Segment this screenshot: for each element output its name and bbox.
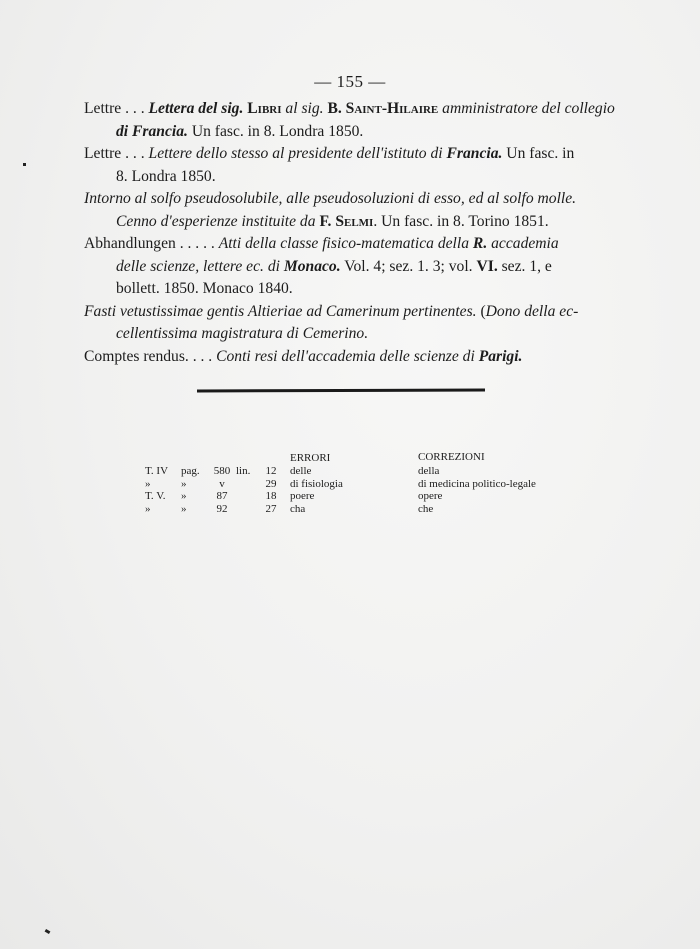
errata-correzione: della (418, 465, 440, 477)
entry-text: Conti resi dell'accademia delle scienze di (216, 347, 479, 365)
entry-text: Parigi. (478, 347, 523, 365)
errata-errore: di fisiologia (290, 477, 343, 490)
errata-pag: 87 (216, 490, 228, 502)
print-speck (23, 163, 26, 166)
entry-text: Monaco. (283, 257, 341, 275)
errata-correzione: di medicina politico-legale (418, 477, 536, 490)
errata-lin: 18 (265, 490, 277, 502)
bibliography-list (84, 98, 620, 368)
entry-text: B. (327, 100, 346, 117)
errata-pag: 580 (213, 465, 231, 477)
errata-lin: 12 (265, 465, 277, 477)
entry-text: bollett. 1850. Monaco 1840. (116, 280, 293, 297)
bibliography-entry (84, 346, 620, 369)
entry-text: Cenno d'esperienze instituite da (116, 212, 320, 230)
entry-line (84, 233, 620, 256)
errata-errore: delle (290, 465, 312, 477)
entry-line (84, 256, 620, 279)
entry-text: Libri (247, 100, 282, 117)
entry-text: Saint-Hilaire (345, 100, 439, 117)
errata-pag-label: » (181, 477, 187, 490)
entry-line (84, 98, 620, 121)
bibliography-entry (84, 188, 620, 233)
errata-pag-label: » (181, 490, 187, 502)
entry-text: Selmi (335, 212, 374, 230)
entry-line (84, 166, 620, 189)
errata-lin: 29 (265, 477, 277, 490)
entry-text: Comptes rendus. . . . (84, 347, 217, 365)
errata-correzione: che (418, 502, 434, 515)
errata-pag-label: » (181, 502, 187, 515)
entry-text: accademia (487, 235, 559, 252)
entry-line (84, 278, 620, 301)
entry-text: ( (476, 302, 486, 320)
bibliography-entry (84, 98, 620, 143)
errata-tomo: » (145, 477, 151, 490)
entry-text: Lettere dello stesso al presidente dell'istituto di (148, 145, 447, 162)
entry-line (84, 346, 620, 369)
entry-text: Intorno al solfo pseudosolubile, alle pseudosoluzioni di esso, ed al solfo molle. (84, 190, 577, 207)
section-divider-rule (197, 388, 485, 392)
entry-text: Dono della ec- (485, 302, 579, 320)
entry-text: Lettera del sig. (148, 100, 248, 117)
entry-line (84, 188, 620, 211)
entry-text: amministratore del collegio (438, 100, 615, 117)
entry-text: R. (472, 235, 488, 252)
errata-header-errors: ERRORI (290, 452, 331, 464)
entry-text: Lettre . . . (84, 145, 149, 162)
errata-tomo: » (145, 502, 151, 515)
print-speck (45, 929, 51, 934)
entry-text: Fasti vetustissimae gentis Altieriae ad Camerinum pertinentes. (84, 302, 477, 320)
entry-text: cellentissima magistratura di Cemerino. (116, 325, 369, 342)
entry-line (84, 121, 620, 144)
entry-text: Un fasc. in (502, 145, 575, 162)
entry-line (84, 323, 620, 346)
errata-lin-label: lin. (236, 465, 251, 477)
errata-pag-label: pag. (181, 465, 200, 477)
errata-tomo: T. IV (145, 465, 169, 477)
errata-pag: v (219, 477, 225, 490)
entry-text: F. (319, 212, 336, 230)
bibliography-entry (84, 233, 620, 301)
entry-text: Abhandlungen . . . . . (84, 235, 219, 252)
bibliography-entry (84, 143, 620, 188)
entry-text: al sig. (281, 100, 328, 117)
bibliography-entry (84, 301, 620, 346)
entry-text: di Francia. (116, 122, 192, 140)
entry-text: Lettre . . . (84, 100, 149, 117)
entry-text: delle scienze, lettere ec. di (116, 257, 284, 275)
errata-errore: cha (290, 502, 306, 515)
errata-correzione: opere (418, 490, 443, 502)
entry-line (84, 301, 620, 324)
errata-lin: 27 (265, 502, 277, 515)
entry-text: sez. 1, e (497, 257, 552, 275)
page-number: — 155 — (314, 72, 386, 91)
entry-text: VI. (476, 257, 498, 275)
errata-pag: 92 (216, 502, 228, 515)
errata-tomo: T. V. (145, 490, 166, 502)
entry-text: Francia. (446, 145, 503, 162)
entry-text: . Un fasc. in 8. Torino 1851. (373, 212, 549, 230)
entry-text: Atti della classe fisico-matematica della (218, 235, 473, 252)
entry-text: 8. Londra 1850. (116, 167, 216, 185)
errata-header-corrections: CORREZIONI (418, 451, 485, 463)
entry-line (84, 211, 620, 234)
entry-text: Vol. 4; sez. 1. 3; vol. (340, 257, 477, 275)
entry-line (84, 143, 620, 166)
entry-text: Un fasc. in 8. Londra 1850. (191, 122, 364, 140)
errata-errore: poere (290, 490, 315, 502)
